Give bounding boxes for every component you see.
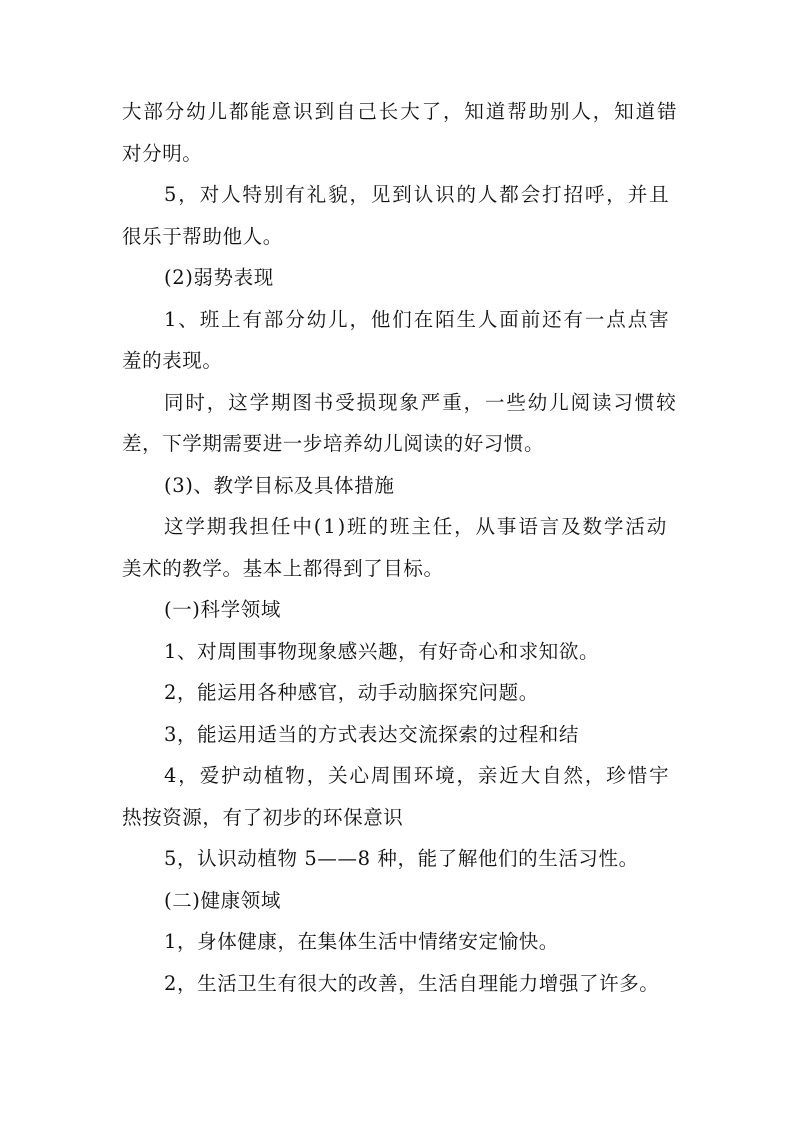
document-body xyxy=(122,91,678,1004)
text-line: 3，能运用适当的方式表达交流探索的过程和结 xyxy=(164,722,580,746)
text-line: 这学期我担任中(1)班的班主任，从事语言及数学活动 xyxy=(164,515,669,538)
text-line: 大部分幼儿都能意识到自己长大了，知道帮助别人，知道错 xyxy=(122,100,679,123)
text-line: 很乐于帮助他人。 xyxy=(122,224,283,248)
text-line: 5，对人特别有礼貌，见到认识的人都会打招呼，并且 xyxy=(164,183,671,206)
text-line: (二)健康领域 xyxy=(164,888,281,912)
text-line: 2，生活卫生有很大的改善，生活自理能力增强了许多。 xyxy=(164,971,660,995)
text-line: 1、班上有部分幼儿，他们在陌生人面前还有一点点害 xyxy=(164,307,671,331)
text-line: 2，能运用各种感官，动手动脑探究问题。 xyxy=(164,681,539,704)
text-line: 同时，这学期图书受损现象严重，一些幼儿阅读习惯较 xyxy=(164,390,678,414)
text-line: 羞的表现。 xyxy=(122,349,223,372)
text-line: 热按资源，有了初步的环保意识 xyxy=(122,805,404,829)
text-line: 对分明。 xyxy=(122,141,203,165)
text-line: 美术的教学。基本上都得到了目标。 xyxy=(122,556,444,580)
text-line: 差，下学期需要进一步培养幼儿阅读的好习惯。 xyxy=(122,432,545,455)
text-line: (2)弱势表现 xyxy=(164,266,274,289)
text-line: 4，爱护动植物，关心周围环境，亲近大自然，珍惜宇 xyxy=(164,764,671,787)
text-line: (3)、教学目标及具体措施 xyxy=(164,473,395,497)
text-line: 1，身体健康，在集体生活中情绪安定愉快。 xyxy=(164,930,559,953)
text-line: 5，认识动植物 5——8 种，能了解他们的生活习性。 xyxy=(164,847,639,870)
text-line: (一)科学领域 xyxy=(164,598,281,621)
text-line: 1、对周围事物现象感兴趣，有好奇心和求知欲。 xyxy=(164,639,600,663)
